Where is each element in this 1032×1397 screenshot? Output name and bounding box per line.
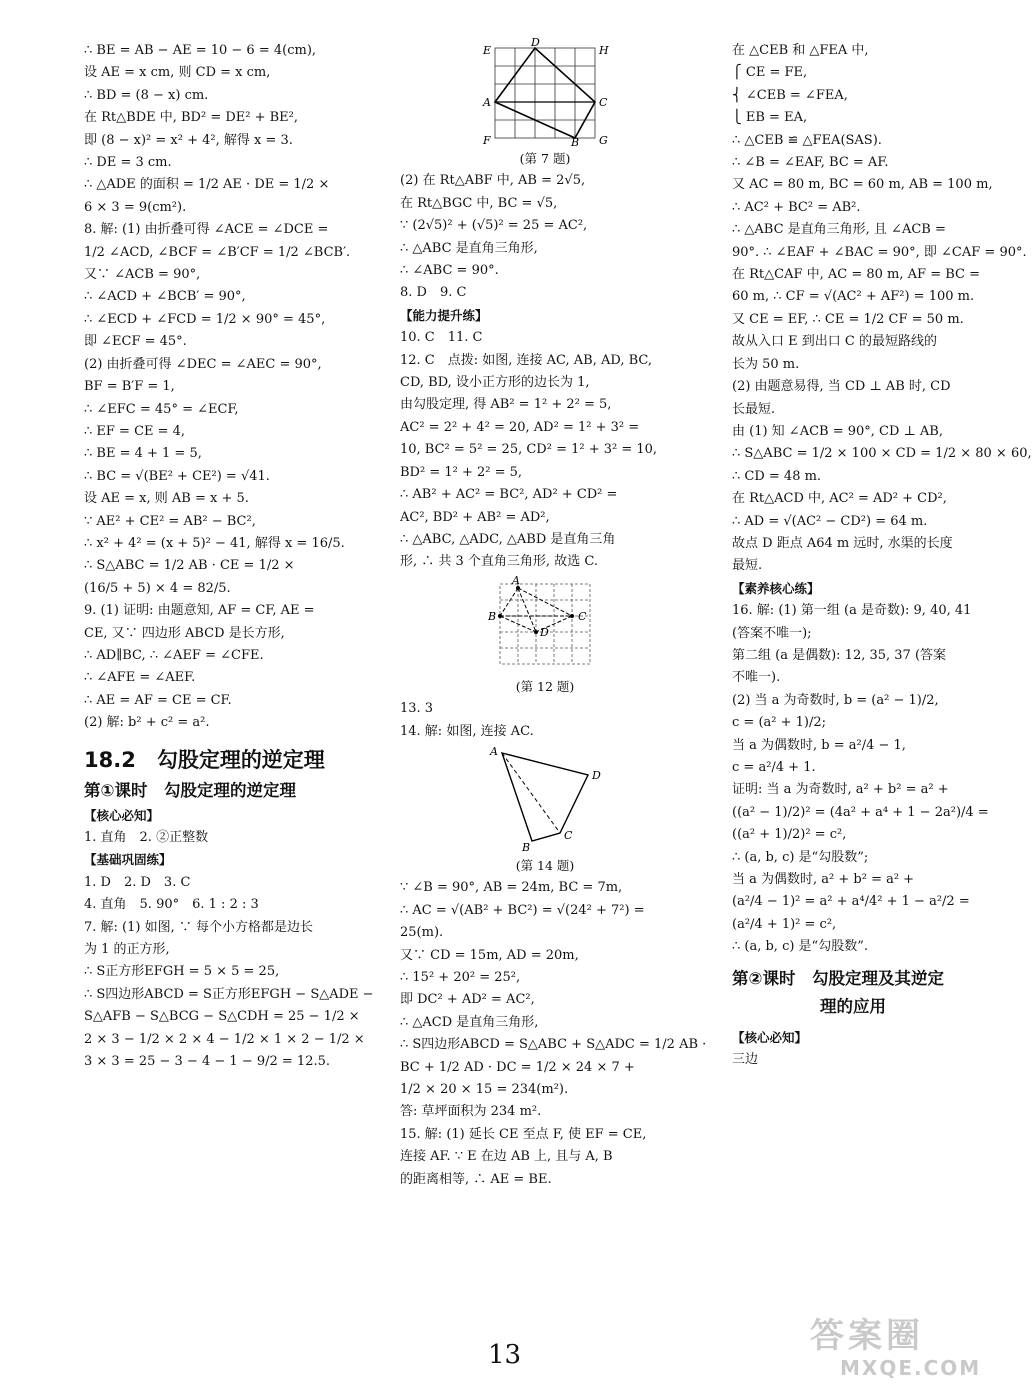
- text-line: BD² = 1² + 2² = 5,: [400, 464, 523, 480]
- fig12-label: D: [540, 625, 549, 639]
- text-line: 当 a 为偶数时, b = a²/4 − 1,: [732, 737, 906, 753]
- text-line: ∴ AC = √(AB² + BC²) = √(24² + 7²) =: [400, 902, 645, 918]
- text-line: 又∵ CD = 15m, AD = 20m,: [400, 947, 579, 963]
- solution-block-2: [400, 170, 690, 304]
- lesson-title: 第①课时 勾股定理的逆定理: [84, 780, 296, 800]
- text-line: ∴ S四边形ABCD = S正方形EFGH − S△ADE −: [84, 986, 374, 1002]
- text-line: ∴ BD = (8 − x) cm.: [84, 87, 209, 103]
- text-line: ((a² − 1)/2)² = (4a² + a⁴ + 1 − 2a²)/4 =: [732, 804, 989, 820]
- middle-column: [400, 36, 707, 1191]
- fig7-label: B: [571, 136, 580, 149]
- text-line: ∴ BE = AB − AE = 10 − 6 = 4(cm),: [84, 43, 317, 58]
- text-line: ∴ x² + 4² = (x + 5)² − 41, 解得 x = 16/5.: [84, 535, 345, 551]
- text-line: 12. C 点拨: 如图, 连接 AC, AB, AD, BC,: [400, 352, 653, 368]
- fig14-label: A: [490, 744, 498, 758]
- figure-12-grid: [480, 573, 610, 674]
- text-line: 由 (1) 知 ∠ACB = 90°, CD ⊥ AB,: [732, 423, 943, 439]
- text-line: 25(m).: [400, 925, 444, 941]
- solution-block-16: [732, 600, 988, 959]
- text-line: 不唯一).: [732, 670, 781, 686]
- text-line: 8. 解: (1) 由折叠可得 ∠ACE = ∠DCE =: [84, 222, 329, 238]
- watermark-logo: 答案圈: [810, 1316, 924, 1356]
- text-line: ∴ AE = AF = CE = CF.: [84, 692, 232, 708]
- text-line: 故从入口 E 到出口 C 的最短路线的: [732, 334, 937, 350]
- text-line: (2) 由题意易得, 当 CD ⊥ AB 时, CD: [732, 379, 951, 395]
- text-line: 1/2 ∠ACD, ∠BCF = ∠B′CF = 1/2 ∠BCB′.: [84, 244, 351, 260]
- left-column: [84, 40, 374, 1073]
- answer-block-core: [84, 827, 352, 849]
- answer-block-lesson2: [732, 1049, 988, 1071]
- text-line: ∴ △ACD 是直角三角形,: [400, 1014, 539, 1030]
- text-line: ∴ AB² + AC² = BC², AD² + CD² =: [400, 487, 618, 503]
- text-line: ∴ ∠B = ∠EAF, BC = AF.: [732, 155, 889, 171]
- text-line: ∴ 15² + 20² = 25²,: [400, 969, 521, 985]
- text-line: ⎧ CE = FE,: [732, 65, 808, 81]
- text-line: ∴ △ABC 是直角三角形,: [400, 240, 538, 256]
- text-line: ∴ (a, b, c) 是“勾股数”.: [732, 939, 868, 955]
- text-line: 在 Rt△CAF 中, AC = 80 m, AF = BC =: [732, 267, 980, 283]
- fig7-label: A: [483, 96, 491, 109]
- text-line: 在 Rt△ACD 中, AC² = AD² + CD²,: [732, 491, 947, 507]
- text-line: 2 × 3 − 1/2 × 2 × 4 − 1/2 × 1 × 2 − 1/2 ×: [84, 1031, 365, 1047]
- text-line: ∴ △CEB ≌ △FEA(SAS).: [732, 132, 882, 148]
- tag-ability: 【能力提升练】: [400, 307, 488, 323]
- section-title: 18.2 勾股定理的逆定理: [84, 747, 325, 772]
- text-line: ∴ ∠ACD + ∠BCB′ = 90°,: [84, 289, 246, 305]
- fig7-label: E: [483, 44, 492, 57]
- text-line: ∴ △ABC 是直角三角形, 且 ∠ACB =: [732, 222, 946, 238]
- text-line: 13. 3: [400, 701, 434, 717]
- text-line: 7. 解: (1) 如图, ∵ 每个小方格都是边长: [84, 919, 313, 935]
- text-line: (2) 由折叠可得 ∠DEC = ∠AEC = 90°,: [84, 356, 322, 372]
- text-line: (a²/4 − 1)² = a² + a⁴/4² + 1 − a²/2 =: [732, 894, 970, 910]
- text-line: ∴ △ABC, △ADC, △ABD 是直角三角: [400, 531, 616, 547]
- text-line: 16. 解: (1) 第一组 (a 是奇数): 9, 40, 41: [732, 603, 972, 619]
- page-number: 13: [488, 1340, 522, 1370]
- fig7-label: D: [531, 36, 540, 49]
- text-line: 即 (8 − x)² = x² + 4², 解得 x = 3.: [84, 132, 293, 148]
- text-line: ∴ S△ABC = 1/2 × 100 × CD = 1/2 × 80 × 60,: [732, 446, 1032, 462]
- text-line: BC + 1/2 AD · DC = 1/2 × 24 × 7 +: [400, 1059, 635, 1075]
- text-line: ((a² + 1)/2)² = c²,: [732, 827, 847, 843]
- text-line: ∴ AC² + BC² = AB².: [732, 199, 861, 215]
- answer-block-basic: [84, 872, 374, 1074]
- fig12-label: A: [512, 573, 520, 587]
- solution-block-15: [732, 40, 1032, 578]
- text-line: ∴ △ADE 的面积 = 1/2 AE · DE = 1/2 ×: [84, 177, 330, 193]
- text-line: 又 CE = EF, ∴ CE = 1/2 CF = 50 m.: [732, 311, 964, 327]
- text-line: 答: 草坪面积为 234 m².: [400, 1104, 542, 1120]
- text-line: 设 AE = x cm, 则 CD = x cm,: [84, 65, 271, 81]
- figure-7-caption: (第 7 题): [519, 151, 571, 166]
- answer-block-13-14: [400, 698, 690, 743]
- text-line: ∴ CD = 48 m.: [732, 468, 822, 484]
- text-line: 连接 AF. ∵ E 在边 AB 上, 且与 A, B: [400, 1149, 613, 1165]
- text-line: 1/2 × 20 × 15 = 234(m²).: [400, 1082, 569, 1097]
- text-line: ∴ S△ABC = 1/2 AB · CE = 1/2 ×: [84, 558, 295, 574]
- text-line: 60 m, ∴ CF = √(AC² + AF²) = 100 m.: [732, 289, 975, 305]
- answer-block-ability: [400, 327, 690, 573]
- text-line: 长为 50 m.: [732, 356, 800, 372]
- text-line: ∵ ∠B = 90°, AB = 24m, BC = 7m,: [400, 880, 623, 896]
- text-line: CD, BD, 设小正方形的边长为 1,: [400, 375, 590, 391]
- right-column: [732, 40, 1032, 1071]
- text-line: 当 a 为偶数时, a² + b² = a² +: [732, 872, 915, 888]
- text-line: c = (a² + 1)/2;: [732, 715, 827, 731]
- text-line: AC², BD² + AB² = AD²,: [400, 509, 550, 525]
- text-line: ∴ (a, b, c) 是“勾股数”;: [732, 849, 869, 865]
- fig7-label: H: [599, 44, 609, 57]
- text-line: (2) 当 a 为奇数时, b = (a² − 1)/2,: [732, 692, 939, 708]
- text-line: 设 AE = x, 则 AB = x + 5.: [84, 491, 249, 507]
- text-line: 在 Rt△BGC 中, BC = √5,: [400, 195, 558, 211]
- tag-core: 【核心必知】: [84, 807, 160, 823]
- tag-core-2: 【核心必知】: [732, 1029, 808, 1045]
- text-line: 由勾股定理, 得 AB² = 1² + 2² = 5,: [400, 397, 612, 413]
- text-line: c = a²/4 + 1.: [732, 760, 816, 775]
- text-line: ∴ ∠AFE = ∠AEF.: [84, 670, 196, 686]
- text-line: ∴ DE = 3 cm.: [84, 155, 172, 171]
- text-line: ∴ S正方形EFGH = 5 × 5 = 25,: [84, 964, 280, 980]
- lesson-2-title: 第②课时 勾股定理及其逆定: [732, 968, 944, 988]
- watermark: [810, 1316, 981, 1380]
- text-line: 9. (1) 证明: 由题意知, AF = CF, AE =: [84, 603, 315, 619]
- lesson-2-title-cont: 理的应用: [820, 996, 886, 1016]
- text-line: 证明: 当 a 为奇数时, a² + b² = a² +: [732, 782, 949, 798]
- text-line: S△AFB − S△BCG − S△CDH = 25 − 1/2 ×: [84, 1009, 360, 1025]
- text-line: 即 ∠ECF = 45°.: [84, 334, 187, 350]
- text-line: ∴ BC = √(BE² + CE²) = √41.: [84, 468, 270, 484]
- tag-basic: 【基础巩固练】: [84, 852, 172, 868]
- text-line: (16/5 + 5) × 4 = 82/5.: [84, 580, 231, 596]
- text-line: 10. C 11. C: [400, 330, 483, 346]
- text-line: 1. 直角 2. ②正整数: [84, 830, 209, 845]
- text-line: (答案不唯一);: [732, 625, 812, 641]
- text-line: ∴ ∠EFC = 45° = ∠ECF,: [84, 401, 239, 417]
- solution-block-1: [84, 40, 352, 735]
- fig7-label: G: [599, 134, 608, 147]
- fig14-label: C: [564, 828, 573, 842]
- text-line: ⎩ EB = EA,: [732, 110, 808, 126]
- text-line: CE, 又∵ 四边形 ABCD 是长方形,: [84, 625, 285, 641]
- text-line: 三边: [732, 1052, 759, 1068]
- text-line: 最短.: [732, 558, 763, 574]
- tag-core-literacy: 【素养核心练】: [732, 580, 820, 596]
- text-line: 在 △CEB 和 △FEA 中,: [732, 43, 869, 58]
- text-line: 14. 解: 如图, 连接 AC.: [400, 723, 534, 739]
- fig7-label: C: [599, 96, 608, 109]
- fig12-label: C: [578, 609, 587, 623]
- text-line: ∴ ∠ECD + ∠FCD = 1/2 × 90° = 45°,: [84, 311, 326, 327]
- text-line: 8. D 9. C: [400, 285, 467, 301]
- text-line: 又 AC = 80 m, BC = 60 m, AB = 100 m,: [732, 177, 993, 193]
- text-line: ∴ S四边形ABCD = S△ABC + S△ADC = 1/2 AB ·: [400, 1037, 707, 1053]
- text-line: ∴ EF = CE = 4,: [84, 423, 186, 439]
- text-line: ∵ (2√5)² + (√5)² = 25 = AC²,: [400, 218, 588, 234]
- text-line: 的距离相等, ∴ AE = BE.: [400, 1171, 552, 1187]
- text-line: 4. 直角 5. 90° 6. 1 : 2 : 3: [84, 897, 259, 913]
- text-line: ∴ AD = √(AC² − CD²) = 64 m.: [732, 513, 928, 529]
- text-line: 即 DC² + AD² = AC²,: [400, 992, 535, 1008]
- watermark-url: MXQE.COM: [840, 1356, 982, 1380]
- text-line: 10, BC² = 5² = 25, CD² = 1² + 3² = 10,: [400, 442, 658, 458]
- text-line: BF = B′F = 1,: [84, 379, 175, 395]
- fig7-label: F: [483, 134, 491, 147]
- text-line: ∵ AE² + CE² = AB² − BC²,: [84, 513, 256, 529]
- text-line: 又∵ ∠ACB = 90°,: [84, 267, 201, 283]
- text-line: (a²/4 + 1)² = c²,: [732, 916, 837, 932]
- text-line: 故点 D 距点 A64 m 远时, 水渠的长度: [732, 535, 953, 551]
- text-line: 长最短.: [732, 401, 776, 417]
- text-line: 90°. ∴ ∠EAF + ∠BAC = 90°, 即 ∠CAF = 90°.: [732, 244, 1027, 260]
- text-line: ∴ AD∥BC, ∴ ∠AEF = ∠CFE.: [84, 647, 264, 663]
- figure-7-grid: [475, 36, 615, 149]
- fig14-label: D: [592, 768, 601, 782]
- figure-12-caption: (第 12 题): [515, 678, 575, 694]
- fig12-label: B: [488, 609, 497, 623]
- text-line: ⎨ ∠CEB = ∠FEA,: [732, 87, 848, 103]
- fig14-label: B: [522, 840, 531, 854]
- text-line: ∴ BE = 4 + 1 = 5,: [84, 446, 202, 462]
- text-line: 第二组 (a 是偶数): 12, 35, 37 (答案: [732, 647, 947, 663]
- text-line: (2) 解: b² + c² = a².: [84, 715, 210, 731]
- figure-14-caption: (第 14 题): [515, 857, 575, 873]
- text-line: 形, ∴ 共 3 个直角三角形, 故选 C.: [400, 554, 598, 570]
- text-line: 6 × 3 = 9(cm²).: [84, 199, 187, 215]
- solution-block-14-15: [400, 877, 707, 1191]
- text-line: AC² = 2² + 4² = 20, AD² = 1² + 3² =: [400, 419, 640, 435]
- text-line: 1. D 2. D 3. C: [84, 874, 191, 890]
- text-line: 15. 解: (1) 延长 CE 至点 F, 使 EF = CE,: [400, 1126, 647, 1142]
- text-line: 3 × 3 = 25 − 3 − 4 − 1 − 9/2 = 12.5.: [84, 1054, 330, 1070]
- figure-14-quadrilateral: [480, 745, 610, 853]
- text-line: (2) 在 Rt△ABF 中, AB = 2√5,: [400, 173, 586, 189]
- text-line: 在 Rt△BDE 中, BD² = DE² + BE²,: [84, 110, 299, 126]
- text-line: ∴ ∠ABC = 90°.: [400, 263, 499, 279]
- text-line: 为 1 的正方形,: [84, 942, 170, 958]
